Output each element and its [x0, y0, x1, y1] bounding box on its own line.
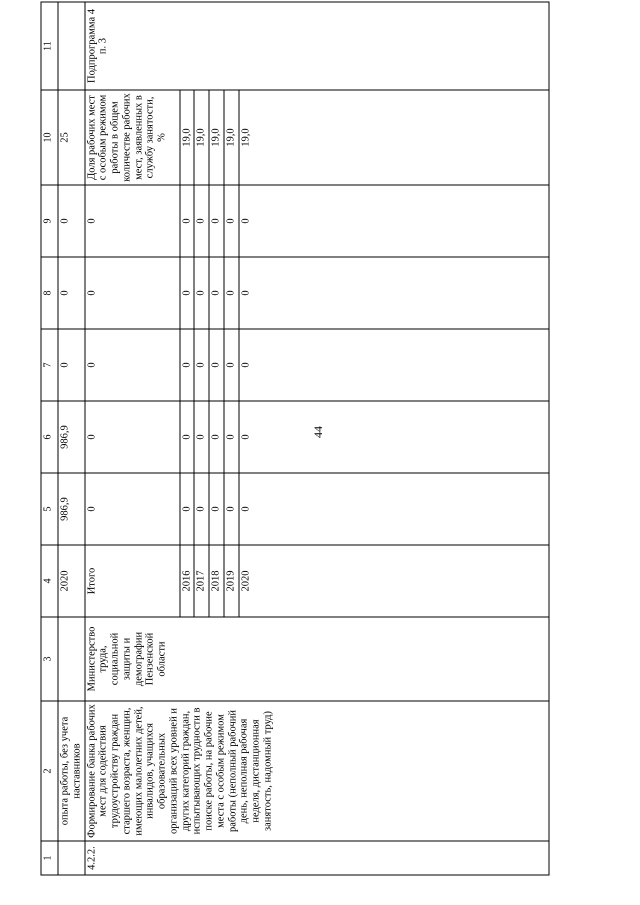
- value-cell: 0: [209, 473, 224, 545]
- carry-over-row: [58, 2, 85, 875]
- indicator-value: 19,0: [223, 90, 238, 185]
- year-cell: 2020: [238, 545, 548, 617]
- program-table: [40, 1, 549, 875]
- page-number: 44: [311, 426, 325, 438]
- value-cell: 0: [238, 185, 548, 257]
- value-cell: 0: [194, 257, 209, 329]
- value-cell: 0: [194, 401, 209, 473]
- carry-other: 0: [58, 185, 85, 257]
- value-cell: 0: [223, 257, 238, 329]
- value-cell: 0: [84, 473, 179, 545]
- carry-local: 0: [58, 257, 85, 329]
- value-cell: 0: [209, 401, 224, 473]
- indicator-value: 19,0: [179, 90, 194, 185]
- carry-cell-1: [58, 841, 85, 875]
- value-cell: 0: [238, 401, 548, 473]
- value-cell: 0: [209, 257, 224, 329]
- value-cell: 0: [209, 185, 224, 257]
- subprogram-ref: Подпрограмма 4 п. 3: [84, 2, 548, 90]
- value-cell: 0: [84, 257, 179, 329]
- value-cell: 0: [238, 473, 548, 545]
- carry-total: 986,9: [58, 473, 85, 545]
- value-cell: 0: [194, 185, 209, 257]
- item-number: 4.2.2.: [84, 841, 548, 875]
- indicator-value: 19,0: [238, 90, 548, 185]
- year-cell: 2016: [179, 545, 194, 617]
- item-description: Формирование банка рабочих мест для содействия трудоустройству граждан старшего возраста, женщин, имеющих малолетних детей, инвалидов, учащихся образовательных организаций всех уровней и других категорий граждан, испытывающих трудности в поиске работы, на рабочие места с особым режимом работы (неполный рабочий день, неполная рабочая неделя, дистанционная занятость, надомный труд): [84, 701, 548, 841]
- year-cell: 2017: [194, 545, 209, 617]
- rotated-table-container: [40, 8, 600, 875]
- carry-cell-11: [58, 2, 85, 90]
- value-cell: 0: [194, 473, 209, 545]
- value-cell: 0: [223, 185, 238, 257]
- value-cell: 0: [179, 473, 194, 545]
- carry-description: опыта работы, без учета наставников: [58, 701, 85, 841]
- column-number-row: [41, 2, 58, 875]
- indicator-value: 19,0: [209, 90, 224, 185]
- col-num-6: 6: [41, 401, 58, 473]
- col-num-3: 3: [41, 617, 58, 701]
- indicator-description: Доля рабочих мест с особым режимом работы в общем количестве рабочих мест, заявленных в службу занятости, %: [84, 90, 179, 185]
- value-cell: 0: [84, 185, 179, 257]
- executor: Министерство труда, социальной защиты и демографии Пензенской области: [84, 617, 548, 701]
- carry-cell-3: [58, 617, 85, 701]
- value-cell: 0: [223, 473, 238, 545]
- col-num-9: 9: [41, 185, 58, 257]
- col-num-10: 10: [41, 90, 58, 185]
- carry-year: 2020: [58, 545, 85, 617]
- value-cell: 0: [209, 329, 224, 401]
- col-num-5: 5: [41, 473, 58, 545]
- value-cell: 0: [223, 401, 238, 473]
- value-cell: 0: [84, 401, 179, 473]
- value-cell: 0: [179, 329, 194, 401]
- value-cell: 0: [179, 401, 194, 473]
- value-cell: 0: [179, 257, 194, 329]
- year-cell: Итого: [84, 545, 179, 617]
- col-num-7: 7: [41, 329, 58, 401]
- col-num-8: 8: [41, 257, 58, 329]
- value-cell: 0: [238, 257, 548, 329]
- col-num-2: 2: [41, 701, 58, 841]
- value-cell: 0: [238, 329, 548, 401]
- carry-indicator: 25: [58, 90, 85, 185]
- year-cell: 2018: [209, 545, 224, 617]
- col-num-1: 1: [41, 841, 58, 875]
- carry-federal: 0: [58, 329, 85, 401]
- carry-regional: 986,9: [58, 401, 85, 473]
- col-num-4: 4: [41, 545, 58, 617]
- table-row: [84, 2, 179, 875]
- value-cell: 0: [194, 329, 209, 401]
- indicator-value: 19,0: [194, 90, 209, 185]
- value-cell: 0: [84, 329, 179, 401]
- value-cell: 0: [223, 329, 238, 401]
- col-num-11: 11: [41, 2, 58, 90]
- year-cell: 2019: [223, 545, 238, 617]
- value-cell: 0: [179, 185, 194, 257]
